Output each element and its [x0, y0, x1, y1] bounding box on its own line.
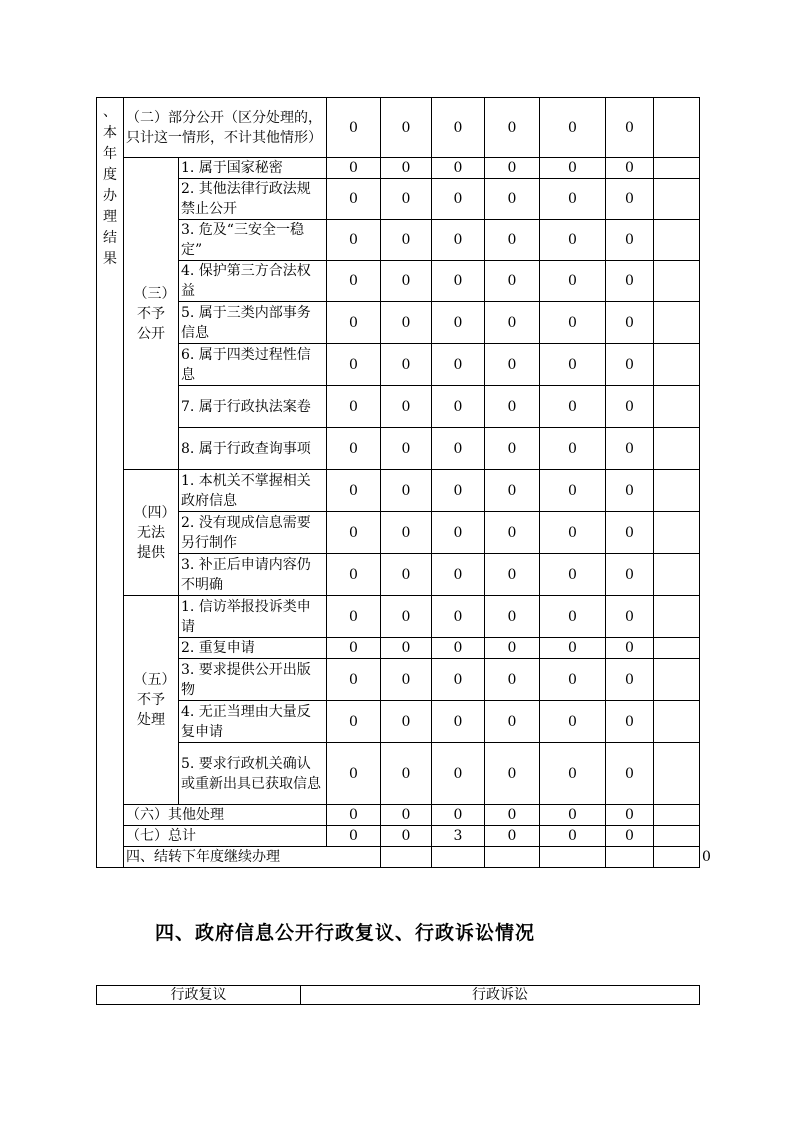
value-cell: 0: [327, 554, 381, 596]
value-cell: 0: [381, 470, 432, 512]
row-label: 3. 危及“三安全一稳定”: [179, 220, 327, 261]
table-row: [97, 596, 700, 638]
value-cell: 0: [606, 428, 654, 470]
value-cell: 0: [381, 386, 432, 428]
value-cell: 0: [432, 302, 485, 344]
value-cell: 0: [327, 596, 381, 638]
value-cell: 0: [381, 261, 432, 302]
value-cell: 0: [606, 743, 654, 805]
value-cell: 0: [606, 470, 654, 512]
row-total: [97, 826, 700, 847]
table-row: [97, 659, 700, 701]
table-row: [97, 179, 700, 220]
value-cell: 0: [540, 179, 606, 220]
row-label: 1. 信访举报投诉类申请: [179, 596, 327, 638]
value-cell: 0: [432, 428, 485, 470]
value-cell: 0: [327, 158, 381, 179]
value-cell: 0: [606, 659, 654, 701]
table-header-row: [97, 986, 700, 1005]
value-cell: 0: [606, 344, 654, 386]
value-cell: 0: [606, 596, 654, 638]
row-label: 2. 其他法律行政法规禁止公开: [179, 179, 327, 220]
value-cell: 0: [432, 344, 485, 386]
row-label: 3. 补正后申请内容仍不明确: [179, 554, 327, 596]
value-cell: 0: [485, 261, 540, 302]
value-cell: [654, 638, 700, 659]
value-cell: 0: [606, 98, 654, 158]
value-cell: 0: [485, 344, 540, 386]
section-heading: 四、政府信息公开行政复议、行政诉讼情况: [155, 922, 536, 944]
value-cell: 0: [432, 386, 485, 428]
table-row: [97, 261, 700, 302]
value-cell: 0: [606, 701, 654, 743]
value-cell: 0: [540, 220, 606, 261]
value-cell: 0: [485, 386, 540, 428]
value-cell: 0: [381, 344, 432, 386]
value-cell: 0: [327, 659, 381, 701]
row-label: 1. 本机关不掌握相关政府信息: [179, 470, 327, 512]
value-cell: 0: [381, 554, 432, 596]
value-cell: [485, 847, 540, 868]
row-label: 2. 没有现成信息需要另行制作: [179, 512, 327, 554]
value-cell: [654, 826, 700, 847]
group-label: （四）无法提供: [124, 470, 179, 596]
value-cell: [654, 596, 700, 638]
value-cell: [432, 847, 485, 868]
value-cell: 0: [327, 386, 381, 428]
group-label: （五）不予处理: [124, 596, 179, 805]
value-cell: 0: [606, 158, 654, 179]
table-row: [97, 428, 700, 470]
row-other-handling: [97, 805, 700, 826]
value-cell: 0: [432, 512, 485, 554]
value-cell: 0: [432, 596, 485, 638]
row-partial-disclosure: [97, 98, 700, 158]
value-cell: 0: [540, 826, 606, 847]
table-row: [97, 470, 700, 512]
value-cell: 0: [540, 302, 606, 344]
value-cell: 0: [485, 596, 540, 638]
value-cell: [654, 470, 700, 512]
value-cell: 0: [381, 743, 432, 805]
value-cell: 0: [485, 158, 540, 179]
value-cell: [654, 805, 700, 826]
value-cell: 0: [432, 805, 485, 826]
value-cell: [654, 701, 700, 743]
value-cell: [654, 98, 700, 158]
review-litigation-table: [96, 985, 700, 1005]
row-label: （二）部分公开（区分处理的，只计这一情形，不计其他情形）: [124, 98, 327, 158]
value-cell: 0: [540, 158, 606, 179]
value-cell: 0: [327, 826, 381, 847]
value-cell: [654, 302, 700, 344]
value-cell: 0: [485, 512, 540, 554]
value-cell: 0: [381, 659, 432, 701]
value-cell: [654, 743, 700, 805]
value-cell: [654, 220, 700, 261]
value-cell: 0: [381, 179, 432, 220]
row-label: 8. 属于行政查询事项: [179, 428, 327, 470]
value-cell: 0: [381, 596, 432, 638]
table-row: [97, 302, 700, 344]
value-cell: 3: [432, 826, 485, 847]
table-row: [97, 512, 700, 554]
value-cell: 0: [432, 470, 485, 512]
value-cell: 0: [432, 638, 485, 659]
value-cell: 0: [540, 805, 606, 826]
value-cell: 0: [485, 470, 540, 512]
value-cell: 0: [327, 179, 381, 220]
row-label: （七）总计: [124, 826, 327, 847]
value-cell: 0: [432, 743, 485, 805]
row-label: 5. 要求行政机关确认或重新出具已获取信息: [179, 743, 327, 805]
value-cell: 0: [485, 805, 540, 826]
value-cell: [654, 512, 700, 554]
table-row: [97, 701, 700, 743]
value-cell: 0: [327, 638, 381, 659]
value-cell: 0: [327, 470, 381, 512]
value-cell: 0: [540, 554, 606, 596]
value-cell: [654, 344, 700, 386]
value-cell: 0: [606, 302, 654, 344]
value-cell: 0: [540, 428, 606, 470]
row-label: 2. 重复申请: [179, 638, 327, 659]
row-carry-over: 四、结转下年度继续办理 0: [97, 847, 700, 868]
value-cell: 0: [381, 826, 432, 847]
value-cell: 0: [540, 470, 606, 512]
value-cell: 0: [327, 512, 381, 554]
value-cell: 0: [381, 701, 432, 743]
value-cell: 0: [327, 805, 381, 826]
row-label: 1. 属于国家秘密: [179, 158, 327, 179]
section-side-label: 、本年度办理结果: [97, 98, 124, 868]
header-admin-litigation: 行政诉讼: [301, 986, 700, 1005]
value-cell: 0: [381, 638, 432, 659]
value-cell: 0: [606, 805, 654, 826]
value-cell: [540, 847, 606, 868]
value-cell: [654, 261, 700, 302]
value-cell: 0: [432, 659, 485, 701]
value-cell: 0: [381, 302, 432, 344]
value-cell: 0: [540, 344, 606, 386]
value-cell: 0: [432, 158, 485, 179]
value-cell: 0: [327, 220, 381, 261]
value-cell: 0: [485, 826, 540, 847]
value-cell: 0: [606, 512, 654, 554]
value-cell: 0: [381, 220, 432, 261]
value-cell: 0: [327, 701, 381, 743]
value-cell: [606, 847, 654, 868]
value-cell: 0: [606, 826, 654, 847]
value-cell: 0: [606, 220, 654, 261]
value-cell: 0: [381, 428, 432, 470]
value-cell: 0: [381, 98, 432, 158]
table-row: [97, 158, 700, 179]
value-cell: 0: [485, 428, 540, 470]
value-cell: 0: [485, 701, 540, 743]
value-cell: [654, 847, 700, 868]
row-label: （六）其他处理: [124, 805, 327, 826]
value-cell: 0: [327, 743, 381, 805]
value-cell: 0: [540, 743, 606, 805]
value-cell: 0: [432, 220, 485, 261]
value-cell: [654, 554, 700, 596]
value-cell: 0: [432, 261, 485, 302]
value-cell: 0: [485, 98, 540, 158]
row-label: 四、结转下年度继续办理: [124, 847, 381, 868]
value-cell: 0: [485, 220, 540, 261]
value-cell: 0: [540, 701, 606, 743]
value-cell: 0: [485, 638, 540, 659]
value-cell: 0: [540, 512, 606, 554]
value-cell: 0: [381, 805, 432, 826]
value-cell: 0: [540, 261, 606, 302]
value-cell: 0: [540, 386, 606, 428]
group-label: （三）不予公开: [124, 158, 179, 470]
table-row: [97, 344, 700, 386]
value-cell: [654, 428, 700, 470]
value-cell: [381, 847, 432, 868]
results-table: [96, 97, 711, 868]
value-cell: 0: [485, 179, 540, 220]
value-cell: 0: [327, 428, 381, 470]
value-cell: 0: [381, 158, 432, 179]
table-row: [97, 220, 700, 261]
value-cell: 0: [432, 701, 485, 743]
value-cell: 0: [327, 261, 381, 302]
value-cell: 0: [432, 554, 485, 596]
value-cell: 0: [606, 554, 654, 596]
value-cell: 0: [485, 554, 540, 596]
value-cell: 0: [432, 179, 485, 220]
row-label: 4. 无正当理由大量反复申请: [179, 701, 327, 743]
row-label: 6. 属于四类过程性信息: [179, 344, 327, 386]
value-cell: 0: [540, 659, 606, 701]
value-cell: 0: [540, 638, 606, 659]
value-cell: [654, 386, 700, 428]
value-cell: 0: [381, 512, 432, 554]
table-row: [97, 743, 700, 805]
value-cell: 0: [606, 386, 654, 428]
row-label: 7. 属于行政执法案卷: [179, 386, 327, 428]
value-cell: [654, 179, 700, 220]
value-cell: [654, 659, 700, 701]
table-row: [97, 554, 700, 596]
row-label: 5. 属于三类内部事务信息: [179, 302, 327, 344]
value-cell: 0: [485, 659, 540, 701]
value-cell: 0: [606, 179, 654, 220]
row-label: 4. 保护第三方合法权益: [179, 261, 327, 302]
value-cell: 0: [327, 98, 381, 158]
value-cell: 0: [606, 261, 654, 302]
value-cell: 0: [606, 638, 654, 659]
table-row: [97, 638, 700, 659]
value-cell: 0: [432, 98, 485, 158]
value-cell: 0: [540, 98, 606, 158]
value-cell: 0: [327, 344, 381, 386]
header-admin-review: 行政复议: [97, 986, 301, 1005]
value-cell: 0: [540, 596, 606, 638]
table-row: [97, 386, 700, 428]
value-cell: 0: [327, 302, 381, 344]
row-label: 3. 要求提供公开出版物: [179, 659, 327, 701]
value-cell: 0: [485, 743, 540, 805]
value-cell: 0: [485, 302, 540, 344]
value-cell: [654, 158, 700, 179]
